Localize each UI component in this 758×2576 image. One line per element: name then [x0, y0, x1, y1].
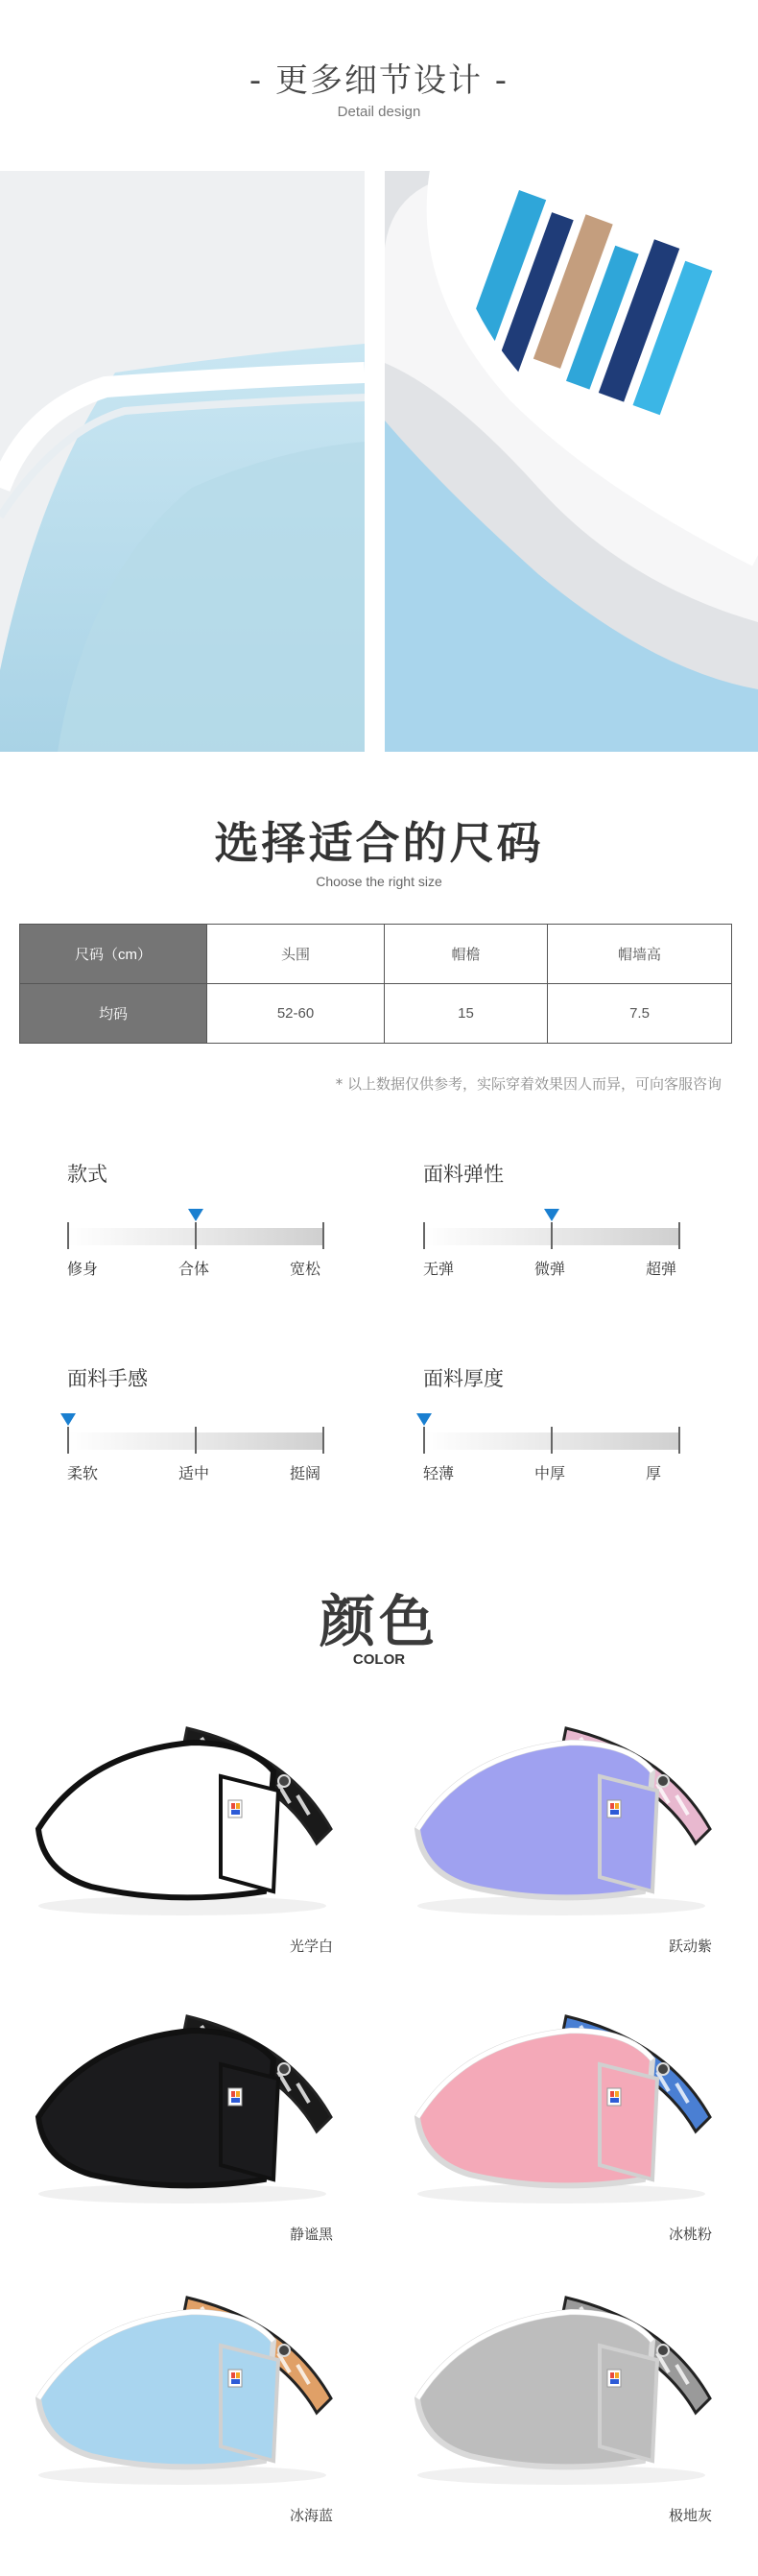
- table-row: [20, 984, 732, 1044]
- gauge-marker-icon: [416, 1413, 432, 1426]
- gauge-tick: [678, 1427, 680, 1454]
- snap-button-icon: [657, 2345, 669, 2356]
- gauge-tick: [195, 1222, 197, 1249]
- table-header-cell: 尺码（cm）: [20, 925, 207, 984]
- visor-side: [600, 2064, 657, 2179]
- gauge-label: 微弹: [534, 1260, 566, 1278]
- table-header-cell: 帽墙高: [548, 925, 732, 984]
- gauge-label: 合体: [178, 1260, 210, 1278]
- visor-image: [0, 2254, 379, 2542]
- visor-image: [0, 1685, 379, 1973]
- gauge-tick: [67, 1222, 69, 1249]
- gauge-tick: [322, 1222, 324, 1249]
- visor-side: [600, 1776, 657, 1891]
- color-name: 跃动紫: [668, 1938, 712, 1955]
- snap-button-icon: [278, 2063, 290, 2075]
- table-header-cell: 头围: [207, 925, 385, 984]
- table-header-cell: 帽檐: [385, 925, 548, 984]
- color-card[interactable]: [379, 1685, 758, 1973]
- gauge-marker-icon: [544, 1209, 559, 1221]
- detail-title: - 更多细节设计 -: [249, 61, 509, 100]
- gauge-thickness: [423, 1363, 682, 1482]
- gauge-title: 面料手感: [67, 1367, 148, 1390]
- snap-button-icon: [278, 2345, 290, 2356]
- visor-image: [379, 1685, 758, 1973]
- gauge-label: 轻薄: [423, 1464, 455, 1482]
- color-card[interactable]: [379, 1973, 758, 2261]
- table-cell: 均码: [20, 984, 207, 1044]
- snap-button-icon: [657, 2063, 669, 2075]
- detail-subtitle: Detail design: [337, 104, 421, 120]
- gauge-label: 超弹: [646, 1260, 677, 1278]
- gauge-tick: [551, 1427, 553, 1454]
- visor-side: [221, 1776, 278, 1891]
- gauge-marker-icon: [60, 1413, 76, 1426]
- gauge-tick: [551, 1222, 553, 1249]
- snap-button-icon: [278, 1775, 290, 1787]
- detail-image-band-pattern: [385, 171, 758, 752]
- gauge-marker-icon: [188, 1209, 203, 1221]
- visor-side: [221, 2346, 278, 2461]
- gauge-label: 无弹: [423, 1260, 455, 1278]
- gauge-tick: [423, 1427, 425, 1454]
- visor-image: [379, 2254, 758, 2542]
- gauge-title: 面料厚度: [423, 1367, 504, 1390]
- gauge-hand-feel: [67, 1363, 326, 1482]
- color-name: 冰桃粉: [668, 2226, 712, 2243]
- detail-images: [0, 171, 758, 752]
- table-cell: 15: [385, 984, 548, 1044]
- visor-side: [600, 2346, 657, 2461]
- gauge-title: 款式: [67, 1163, 107, 1186]
- size-table: [19, 924, 732, 1044]
- size-subtitle: Choose the right size: [316, 874, 442, 889]
- color-name: 光学白: [289, 1938, 333, 1955]
- detail-image-brim-edge: [0, 171, 365, 752]
- visor-side: [221, 2064, 278, 2179]
- gauge-tick: [195, 1427, 197, 1454]
- color-name: 冰海蓝: [289, 2507, 333, 2524]
- color-title: 颜色: [319, 1589, 438, 1654]
- gauge-label: 中厚: [534, 1464, 566, 1482]
- table-cell: 7.5: [548, 984, 732, 1044]
- gauge-label: 宽松: [290, 1260, 321, 1278]
- color-name: 极地灰: [668, 2507, 712, 2524]
- gauge-tick: [423, 1222, 425, 1249]
- gauge-tick: [322, 1427, 324, 1454]
- table-header-row: [20, 925, 732, 984]
- gauge-elasticity: [423, 1159, 682, 1278]
- gauge-label: 修身: [67, 1260, 99, 1278]
- gauge-label: 厚: [646, 1464, 662, 1482]
- table-cell: 52-60: [207, 984, 385, 1044]
- size-note: * 以上数据仅供参考，实际穿着效果因人而异，可向客服咨询: [335, 1075, 722, 1093]
- snap-button-icon: [657, 1775, 669, 1787]
- color-name: 静谧黑: [289, 2226, 333, 2243]
- visor-image: [0, 1973, 379, 2261]
- color-card[interactable]: [379, 2254, 758, 2542]
- gauge-label: 挺阔: [290, 1464, 321, 1482]
- color-card[interactable]: [0, 2254, 379, 2542]
- size-title: 选择适合的尺码: [214, 817, 544, 869]
- gauge-tick: [67, 1427, 69, 1454]
- gauge-tick: [678, 1222, 680, 1249]
- gauge-label: 适中: [178, 1464, 210, 1482]
- color-card[interactable]: [0, 1973, 379, 2261]
- gauge-title: 面料弹性: [423, 1163, 504, 1186]
- color-card[interactable]: [0, 1685, 379, 1973]
- gauge-label: 柔软: [67, 1464, 99, 1482]
- visor-image: [379, 1973, 758, 2261]
- gauge-style: [67, 1159, 326, 1278]
- color-subtitle: COLOR: [352, 1651, 406, 1668]
